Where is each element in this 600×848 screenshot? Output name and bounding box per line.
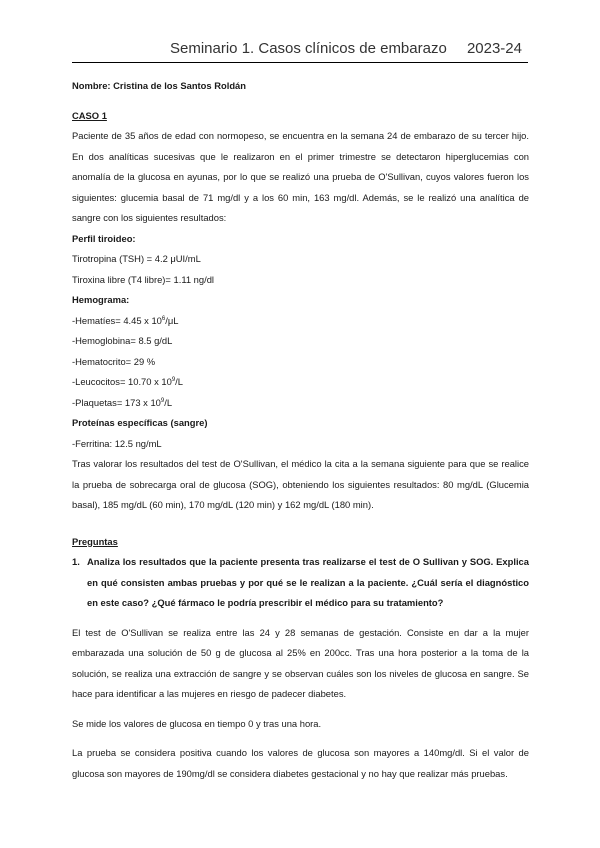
hemogram-heading: Hemograma: <box>72 294 130 305</box>
student-name: Nombre: Cristina de los Santos Roldán <box>72 80 246 91</box>
hematocrito-value: -Hematocrito= 29 % <box>72 355 156 367</box>
questions-title: Preguntas <box>72 535 118 547</box>
thyroid-heading: Perfil tiroideo: <box>72 232 136 244</box>
hematies-value: -Hematíes= 4.45 x $10^6/\mu L$ <box>72 314 179 326</box>
case-intro: Paciente de 35 años de edad con normopeso, se encuentra en la semana 24 de embarazo de su tercer hijo. En dos analíticas sucesivas que le realizaron en el primer trimestre se detectaron hiperglucemias con anomalía de la glucosa en ayunas, por lo que se realizó una prueba de O'Sullivan, cuyos valores fueron los siguientes: glucemia basal de 71 mg/dl y a los 60 min, 163 mg/dl. Además, se le realizó una analítica de sangre con los siguientes resultados: <box>72 130 529 223</box>
question-text: Analiza los resultados que la paciente presenta tras realizarse el test de O Sullivan y SOG. Explica en qué consisten ambas pruebas y por qué se le realizan a la paciente. ¿Cuál sería el diagnóstico en este caso? ¿Qué fármaco le podría prescribir el médico para su tratamiento? <box>87 556 529 608</box>
answer-paragraph: Se mide los valores de glucosa en tiempo 0 y tras una hora. <box>72 717 322 729</box>
t4-value: Tiroxina libre (T4 libre)= 1.11 ng/dl <box>72 273 214 285</box>
ferritina-value: -Ferritina: 12.5 ng/mL <box>72 437 162 449</box>
header-year: 2023-24 <box>466 40 522 57</box>
answer-paragraph: La prueba se considera positiva cuando los valores de glucosa son mayores a 140mg/dl. Si el valor de glucosa son mayores de 190mg/dl se considera diabetes gestacional y no hay que realizar más pruebas. <box>72 747 529 779</box>
sog-paragraph: Tras valorar los resultados del test de O'Sullivan, el médico la cita a la semana siguiente para que se realice la prueba de sobrecarga oral de glucosa (SOG), obteniendo los siguientes resultados: 80 mg/dL (Glucemia basal), 185 mg/dL (60 min), 170 mg/dL (120 min) y 162 mg/dL (180 min). <box>72 458 529 510</box>
hemoglobina-value: -Hemoglobina= 8.5 g/dL <box>72 335 173 346</box>
header-title: Seminario 1. Casos clínicos de embarazo <box>170 40 447 57</box>
proteins-heading: Proteínas específicas (sangre) <box>72 417 208 428</box>
tsh-value: Tirotropina (TSH) = 4.2 μUI/mL <box>72 253 201 264</box>
document-body <box>72 76 529 784</box>
page-header <box>72 40 528 63</box>
answer-paragraph: El test de O'Sullivan se realiza entre las 24 y 28 semanas de gestación. Consiste en dar a la mujer embarazada una solución de 50 g de glucosa al 25% en 200cc. Tras una hora posterior a la toma de la solución, se realiza una extracción de sangre y se observan cuáles son los niveles de glucosa en sangre. Se hace para identificar a las mujeres en riesgo de padecer diabetes. <box>72 626 529 699</box>
leucocitos-value: -Leucocitos= 10.70 x $10^9/L$ <box>72 376 183 387</box>
plaquetas-value: -Plaquetas= 173 x $10^9/L$ <box>72 396 173 408</box>
question-number: 1. <box>72 556 80 567</box>
case-title: CASO 1 <box>72 109 107 121</box>
question-1 <box>72 552 529 614</box>
